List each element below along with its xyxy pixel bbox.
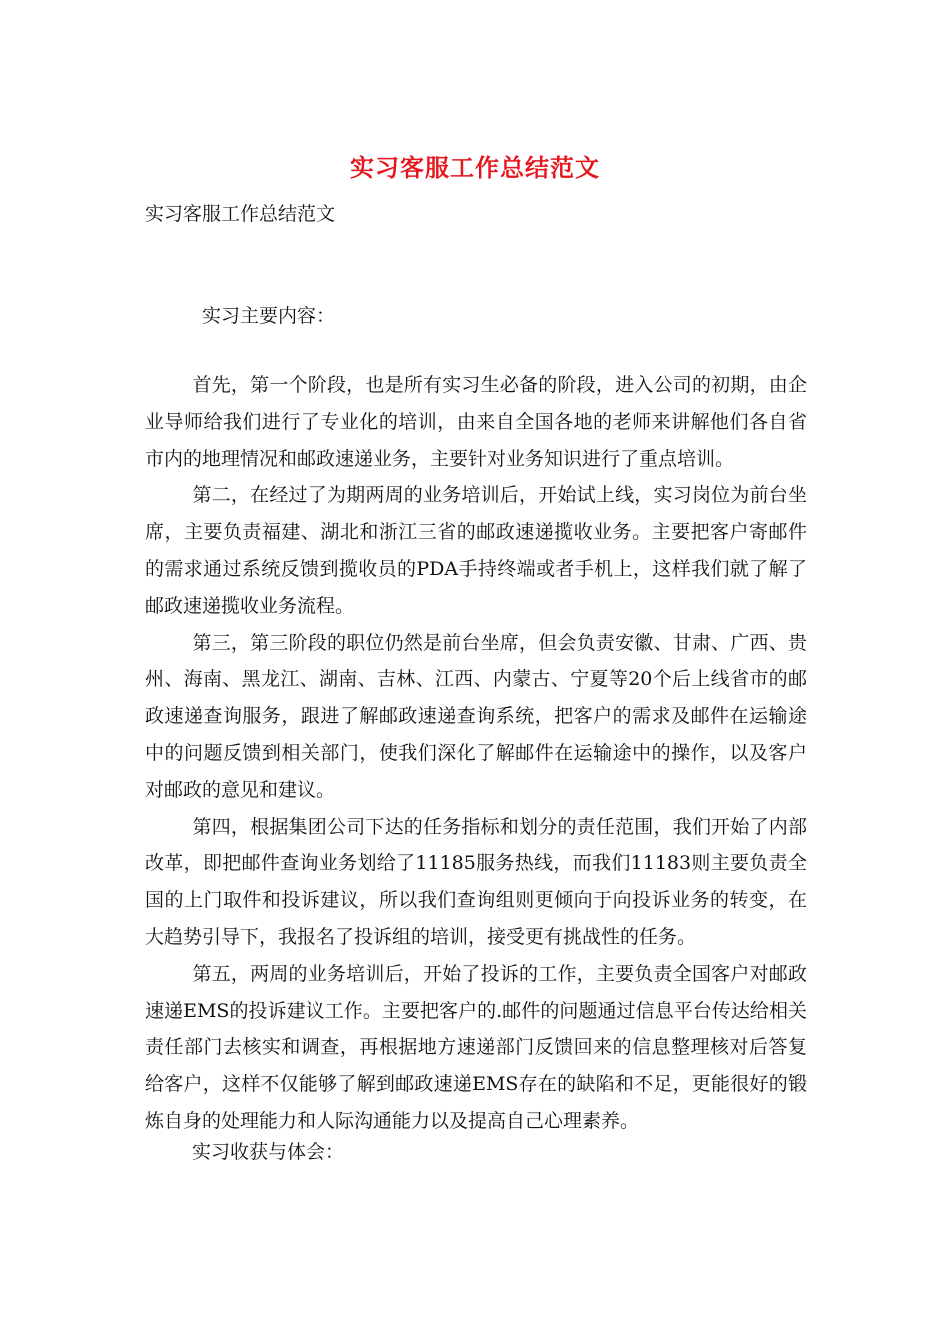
paragraph-5: 第五，两周的业务培训后，开始了投诉的工作，主要负责全国客户对邮政速递EMS的投诉建议工作。主要把客户的.邮件的问题通过信息平台传达给相关责任部门去核实和调查，再根据地方速递部门反馈回来的信息整理核对后答复给客户，这样不仅能够了解到邮政速递EMS存在的缺陷和不足，更能很好的锻炼自身的处理能力和人际沟通能力以及提高自己心理素养。: [145, 962, 807, 1132]
section-label-gains: 实习收获与体会：: [192, 1141, 345, 1163]
paragraph-3: 第三，第三阶段的职位仍然是前台坐席，但会负责安徽、甘肃、广西、贵州、海南、黑龙江、湖南、吉林、江西、内蒙古、宁夏等20个后上线省市的邮政速递查询服务，跟进了解邮政速递查询系统，把客户的需求及邮件在运输途中的问题反馈到相关部门，使我们深化了解邮件在运输途中的操作，以及客户对邮政的意见和建议。: [145, 631, 807, 801]
paragraph-1: 首先，第一个阶段，也是所有实习生必备的阶段，进入公司的初期，由企业导师给我们进行了专业化的培训，由来自全国各地的老师来讲解他们各自省市内的地理情况和邮政速递业务，主要针对业务知识进行了重点培训。: [145, 374, 807, 470]
paragraph-4: 第四，根据集团公司下达的任务指标和划分的责任范围，我们开始了内部改革，即把邮件查询业务划给了11185服务热线，而我们11183则主要负责全国的上门取件和投诉建议，所以我们查询组则更倾向于向投诉业务的转变，在大趋势引导下，我报名了投诉组的培训，接受更有挑战性的任务。: [145, 815, 807, 948]
body-text: [145, 367, 807, 1140]
document-title: 实习客服工作总结范文: [350, 153, 600, 182]
section-label-main-content: 实习主要内容：: [202, 305, 336, 327]
document-subtitle: 实习客服工作总结范文: [145, 203, 336, 225]
paragraph-2: 第二，在经过了为期两周的业务培训后，开始试上线，实习岗位为前台坐席，主要负责福建、湖北和浙江三省的邮政速递揽收业务。主要把客户寄邮件的需求通过系统反馈到揽收员的PDA手持终端或者手机上，这样我们就了解了邮政速递揽收业务流程。: [145, 484, 807, 617]
